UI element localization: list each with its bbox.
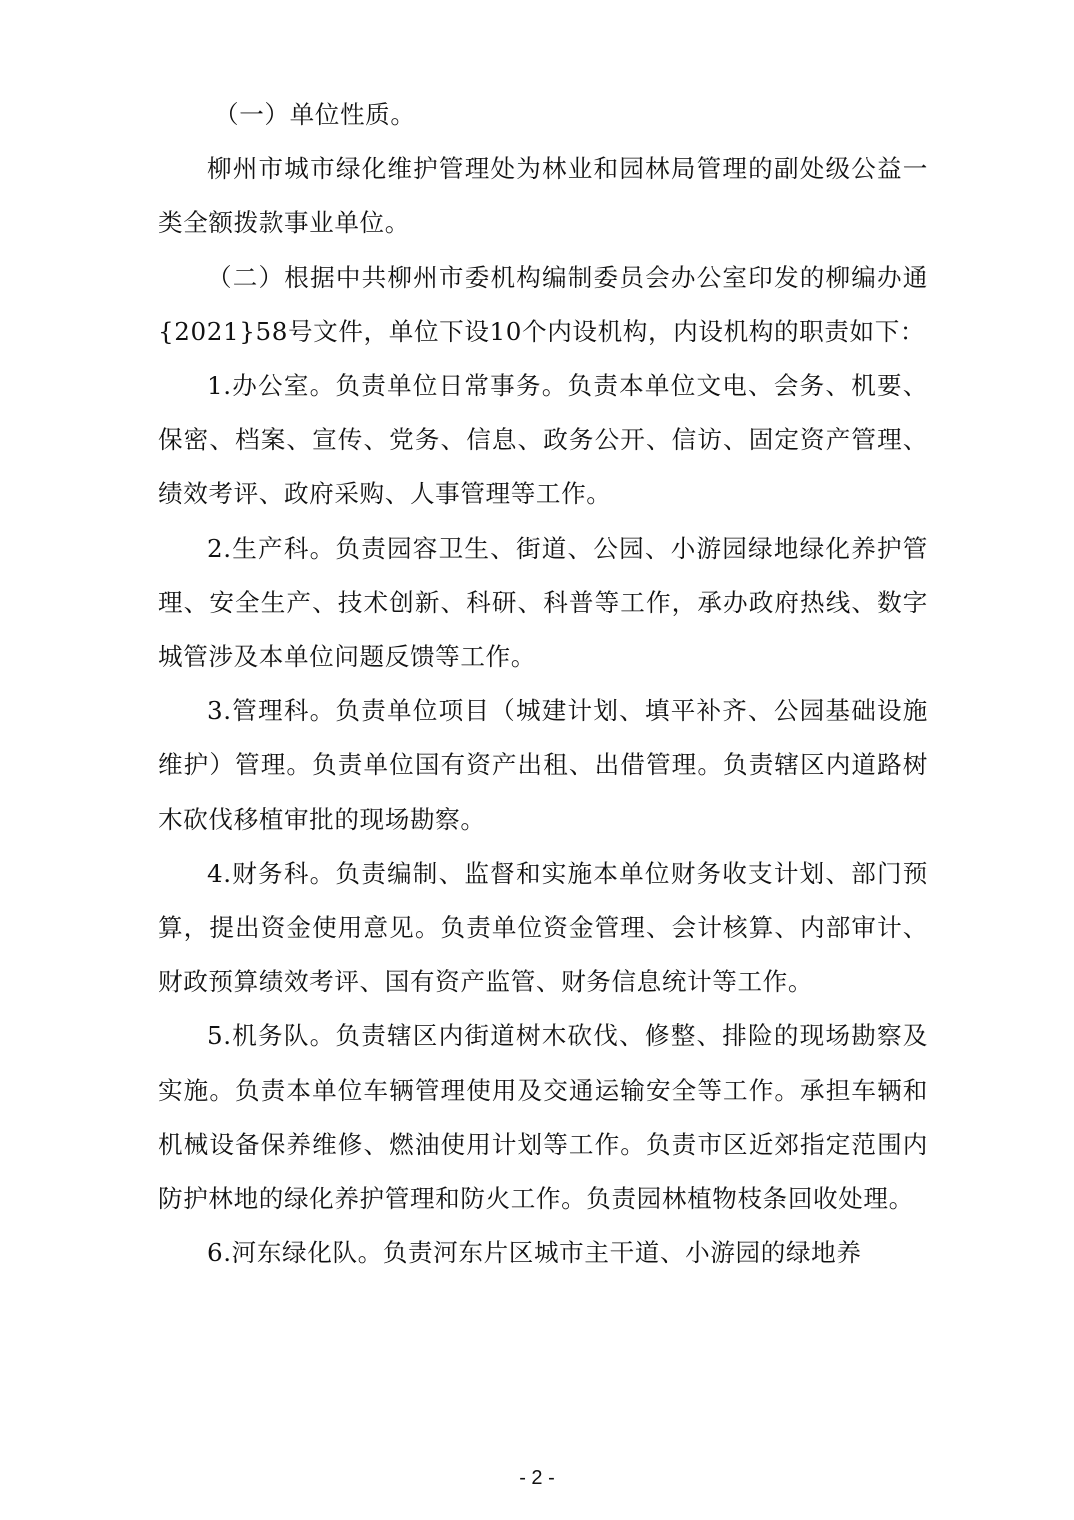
paragraph-finance-section: 4.财务科。负责编制、监督和实施本单位财务收支计划、部门预算，提出资金使用意见。负责单位资金管理、会计核算、内部审计、财政预算绩效考评、国有资产监管、财务信息统计等工作。: [158, 858, 928, 997]
document-body: [158, 88, 928, 1280]
paragraph-internal-structure: （二）根据中共柳州市委机构编制委员会办公室印发的柳编办通{2021}58号文件，单位下设10个内设机构，内设机构的职责如下：: [158, 262, 928, 346]
paragraph-management-section: 3.管理科。负责单位项目（城建计划、填平补齐、公园基础设施维护）管理。负责单位国有资产出租、出借管理。负责辖区内道路树木砍伐移植审批的现场勘察。: [158, 696, 928, 834]
section-heading-unit-nature: （一）单位性质。: [214, 100, 416, 129]
paragraph-unit-description: 柳州市城市绿化维护管理处为林业和园林局管理的副处级公益一类全额拨款事业单位。: [158, 154, 928, 238]
paragraph-office: 1.办公室。负责单位日常事务。负责本单位文电、会务、机要、保密、档案、宣传、党务、信息、政务公开、信访、固定资产管理、绩效考评、政府采购、人事管理等工作。: [158, 371, 928, 509]
paragraph-machinery-team: 5.机务队。负责辖区内街道树木砍伐、修整、排险的现场勘察及实施。负责本单位车辆管理使用及交通运输安全等工作。承担车辆和机械设备保养维修、燃油使用计划等工作。负责市区近郊指定范围内防护林地的绿化养护管理和防火工作。负责园林植物枝条回收处理。: [158, 1021, 928, 1214]
page-number: - 2 -: [519, 1467, 555, 1489]
paragraph-production-section: 2.生产科。负责园容卫生、街道、公园、小游园绿地绿化养护管理、安全生产、技术创新、科研、科普等工作，承办政府热线、数字城管涉及本单位问题反馈等工作。: [158, 533, 928, 672]
paragraph-hedong-greening-team: 6.河东绿化队。负责河东片区城市主干道、小游园的绿地养: [207, 1238, 862, 1268]
